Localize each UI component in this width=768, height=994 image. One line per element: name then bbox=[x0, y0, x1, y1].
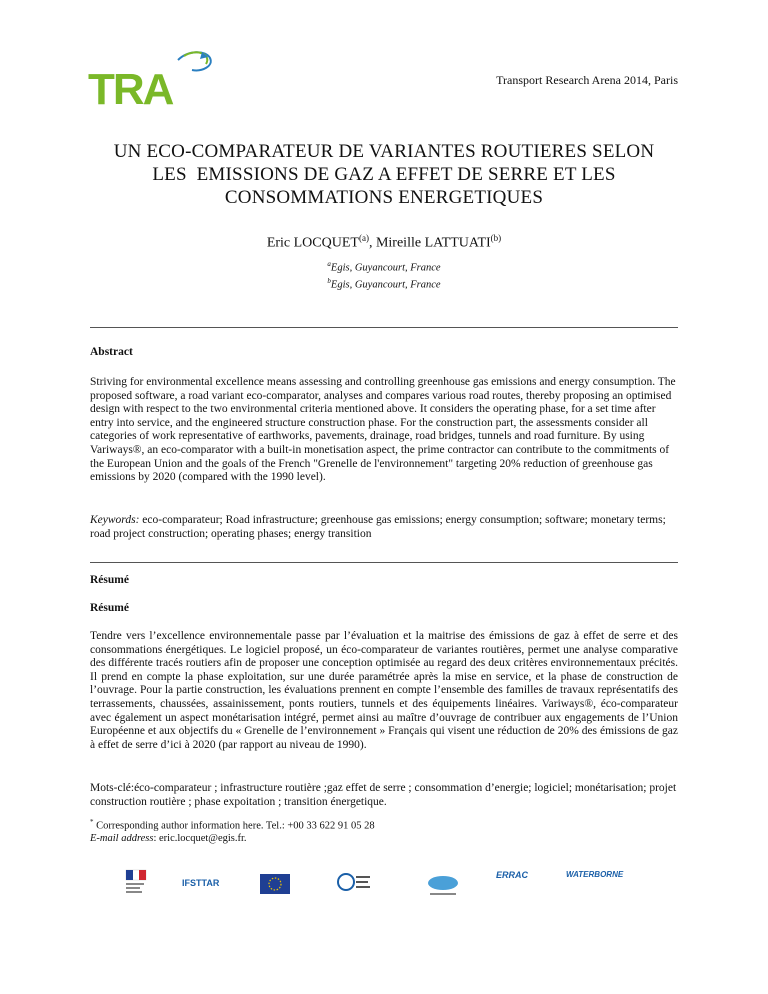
keywords-text: eco-comparateur; Road infrastructure; greenhouse gas emissions; energy consumption; software; monetary terms; road project construction; operating phases; energy transition bbox=[90, 514, 669, 540]
affiliation-b-mark: b bbox=[327, 276, 331, 285]
author-1-affil: (a) bbox=[358, 233, 369, 243]
keywords-label: Keywords: bbox=[90, 514, 140, 526]
title-line-2: LES EMISSIONS DE GAZ A EFFET DE SERRE ET LES bbox=[152, 164, 616, 185]
abstract-text: Striving for environmental excellence means assessing and controlling greenhouse gas emissions and energy consumption. The proposed software, a road variant eco-comparator, analyses and compares various road routes, thereby proposing an optimised design with respect to the two environmental criteria mentioned above. It considers the operating phase, for a set time after entry into service, and the engineered structure construction phase. For the construction part, the assessments consider all categories of work representative of earthworks, pavements, drainage, road bridges, tunnels and road furniture. By using Variways®, an eco-comparator with a built-in monetisation aspect, the prime contractor can contribute to the commitments of the European Union and the goals of the French "Grenelle de l'environnement" targeting 20% reduction of greenhouse gas emissions by 2020 (compared with the 1990 level). bbox=[90, 376, 676, 484]
author-separator: , bbox=[368, 235, 376, 251]
email-value: : eric.locquet@egis.fr. bbox=[153, 833, 247, 844]
tra-logo bbox=[88, 48, 218, 108]
affiliation-a-text: Egis, Guyancourt, France bbox=[330, 262, 441, 274]
abstract-heading: Abstract bbox=[90, 346, 133, 358]
resume-text: Tendre vers l’excellence environnementale passe par l’évaluation et la maitrise des émissions de gaz à effet de serre et des consommations énergétiques. Le logiciel proposé, un éco-comparateur de variantes routières, permet une analyse comparative des différente tracés routiers afin de proposer une conception optimisée au regard des deux critères environnementaux précités. Il prend en compte la phase exploitation, sur une durée paramétrée après la mise en service, et la phase de construction de l’ouvrage. Pour la partie construction, les évaluations prennent en compte l’ensemble des familles de travaux représentatifs des terrassements, chaussées, assainissement, ponts routiers, tunnels et des équipements linéaires. Variways®, éco-comparateur avec également un aspect monétarisation intégré, permet ainsi au maître d’ouvrage de contribuer aux engagements de l’Union Européenne et aux objectifs du « Grenelle de l’environnement » Français qui visent une réduction de 20% des émissions de gaz à effet de serre d’ici à 2020 (par rapport au niveau de 1990). bbox=[90, 630, 678, 751]
author-2-affil: (b) bbox=[490, 233, 502, 243]
affiliation-a bbox=[80, 258, 688, 275]
affiliation-b bbox=[80, 275, 688, 292]
resume-heading: Résumé bbox=[90, 574, 129, 586]
footnote-contact: Corresponding author information here. Tel.: +00 33 622 91 05 28 bbox=[93, 820, 375, 832]
keywords bbox=[90, 514, 678, 541]
email-label: E-mail address bbox=[90, 833, 154, 844]
mots-cles: Mots-clé:éco-comparateur ; infrastructure routière ;gaz effet de serre ; consommation d’energie; logiciel; monétarisation; projet construction routière ; phase expoitation ; transition énergetique. bbox=[90, 782, 677, 808]
footnote bbox=[90, 816, 678, 846]
sponsor-logos bbox=[120, 868, 680, 904]
footnote-line-1 bbox=[90, 816, 678, 833]
author-1: Eric LOCQUET bbox=[266, 235, 359, 251]
tra-logo-text: TRA bbox=[88, 65, 173, 108]
ministry-logo bbox=[336, 870, 372, 900]
paper-title bbox=[80, 140, 688, 209]
authors bbox=[80, 233, 688, 252]
ecmt-logo bbox=[426, 874, 460, 898]
author-2: Mireille LATTUATI bbox=[375, 235, 491, 251]
affiliation-b-text: Egis, Guyancourt, France bbox=[330, 279, 441, 290]
republique-francaise-logo bbox=[124, 868, 148, 902]
divider-middle bbox=[90, 562, 678, 563]
footnote-line-2 bbox=[90, 833, 678, 846]
resume-subheading: Résumé bbox=[90, 602, 129, 614]
waterborne-logo: WATERBORNE bbox=[566, 870, 624, 879]
affiliations bbox=[80, 258, 688, 291]
affiliation-a-mark: a bbox=[327, 260, 331, 268]
conference-name: Transport Research Arena 2014, Paris bbox=[496, 73, 678, 87]
errac-logo: ERRAC bbox=[496, 870, 529, 880]
eu-flag-logo bbox=[260, 874, 290, 896]
ifsttar-logo: IFSTTAR bbox=[182, 878, 220, 888]
divider-top bbox=[90, 327, 678, 328]
footnote-mark: * bbox=[90, 818, 94, 826]
title-line-3: CONSOMMATIONS ENERGETIQUES bbox=[224, 187, 544, 208]
title-line-1: UN ECO-COMPARATEUR DE VARIANTES ROUTIERES SELON bbox=[113, 141, 655, 162]
